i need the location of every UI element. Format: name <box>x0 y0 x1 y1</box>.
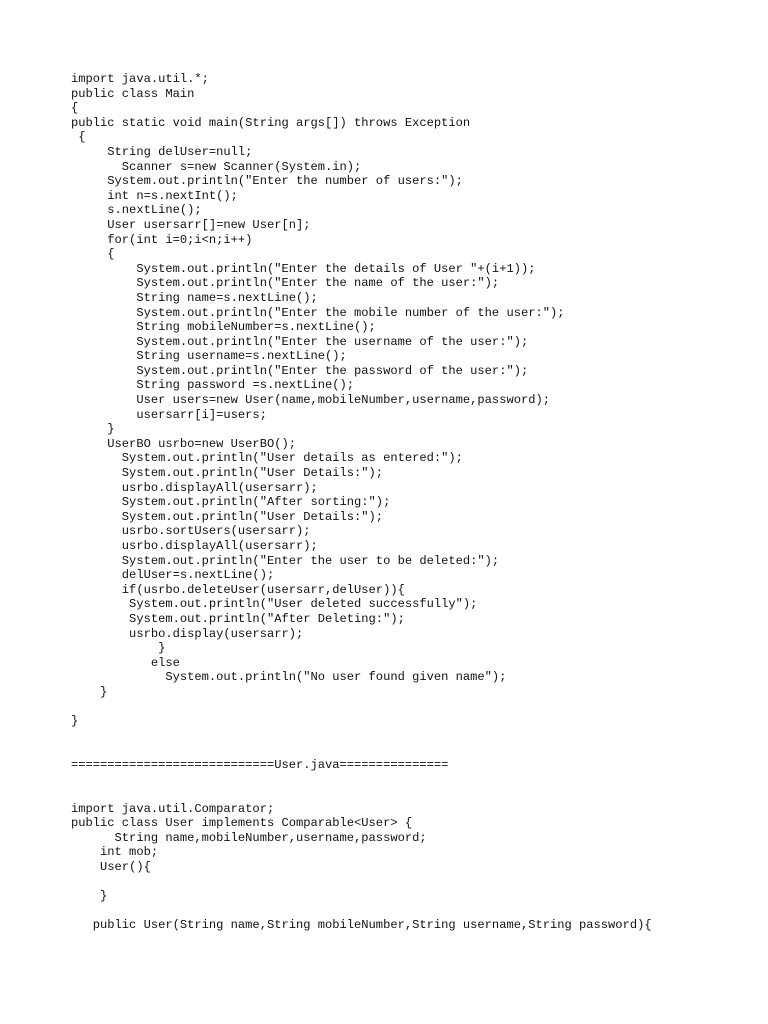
code-line: System.out.println("Enter the details of User "+(i+1)); <box>71 261 536 276</box>
code-line: User usersarr[]=new User[n]; <box>71 217 311 232</box>
code-line: usrbo.displayAll(usersarr); <box>71 480 318 495</box>
code-line: System.out.println("User deleted successfully"); <box>71 597 478 612</box>
code-line: User users=new User(name,mobileNumber,username,password); <box>71 393 550 408</box>
code-line <box>71 787 652 802</box>
code-line: UserBO usrbo=new UserBO(); <box>71 436 296 451</box>
code-line: User(){ <box>71 860 151 875</box>
code-line: usrbo.displayAll(usersarr); <box>71 539 318 553</box>
code-line: int n=s.nextInt(); <box>71 188 238 203</box>
code-line: usrbo.display(usersarr); <box>71 626 304 641</box>
code-line: } <box>71 684 108 699</box>
code-line <box>71 904 652 919</box>
code-line: System.out.println("User Details:"); <box>71 466 384 481</box>
code-line: int mob; <box>71 845 159 860</box>
code-line: public static void main(String args[]) throws Exception <box>71 115 471 130</box>
code-line <box>71 875 652 890</box>
code-line: ============================User.java=============== <box>71 757 449 772</box>
code-line: import java.util.Comparator; <box>71 801 275 816</box>
code-line: System.out.println("After sorting:"); <box>71 495 391 510</box>
code-line: public User(String name,String mobileNumber,String username,String password){ <box>71 918 652 933</box>
code-line: String username=s.nextLine(); <box>71 349 347 364</box>
code-line: usersarr[i]=users; <box>71 407 267 422</box>
code-line: System.out.println("After Deleting:"); <box>71 611 405 626</box>
code-line: public class User implements Comparable<User> { <box>71 816 413 831</box>
code-line: String delUser=null; <box>71 144 253 159</box>
code-line: } <box>71 422 115 437</box>
code-line: System.out.println("Enter the password of the user:"); <box>71 363 529 378</box>
code-line <box>71 743 652 758</box>
code-line <box>71 700 652 715</box>
code-line: usrbo.sortUsers(usersarr); <box>71 524 311 539</box>
code-line: else <box>71 655 180 670</box>
code-line: System.out.println("No user found given name"); <box>71 670 507 685</box>
code-line: import java.util.*; <box>71 72 209 86</box>
code-line: System.out.println("Enter the mobile number of the user:"); <box>71 305 565 320</box>
code-line: System.out.println("Enter the number of users:"); <box>71 174 463 189</box>
code-line: Scanner s=new Scanner(System.in); <box>71 159 362 174</box>
code-line: System.out.println("Enter the user to be deleted:"); <box>71 553 500 568</box>
code-line: String name,mobileNumber,username,password; <box>71 830 427 845</box>
code-line <box>71 729 652 744</box>
code-line: { <box>71 101 79 116</box>
code-line: } <box>71 641 166 656</box>
code-line: { <box>71 247 115 262</box>
code-line: String name=s.nextLine(); <box>71 290 318 305</box>
code-line: System.out.println("Enter the username of the user:"); <box>71 334 529 349</box>
code-line: delUser=s.nextLine(); <box>71 568 275 583</box>
code-line: } <box>71 889 108 904</box>
code-line: } <box>71 714 79 729</box>
code-line: System.out.println("User details as entered:"); <box>71 451 463 466</box>
code-line: System.out.println("Enter the name of the user:"); <box>71 276 500 291</box>
code-line: if(usrbo.deleteUser(usersarr,delUser)){ <box>71 582 405 597</box>
code-line: { <box>71 130 86 145</box>
code-line: System.out.println("User Details:"); <box>71 509 384 524</box>
code-line: s.nextLine(); <box>71 203 202 218</box>
code-line: public class Main <box>71 86 195 101</box>
code-line: String mobileNumber=s.nextLine(); <box>71 320 376 335</box>
code-line <box>71 773 652 788</box>
code-line: for(int i=0;i<n;i++) <box>71 232 253 247</box>
code-listing <box>71 72 652 933</box>
code-line: String password =s.nextLine(); <box>71 378 355 393</box>
